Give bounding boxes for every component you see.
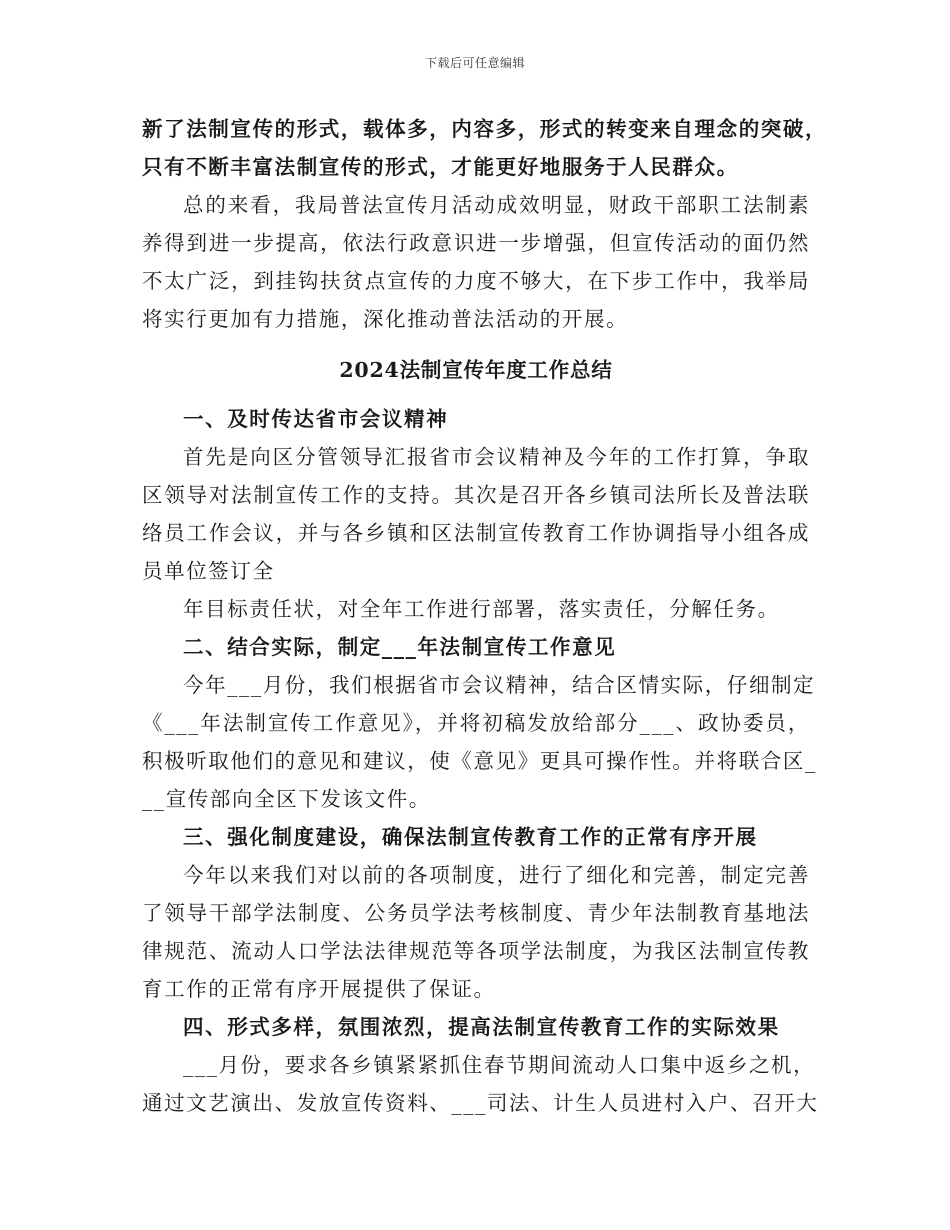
paragraph-line: __宣传部向全区下发该文件。 — [142, 787, 431, 811]
paragraph-line: 积极听取他们的意见和建议，使《意见》更具可操作性。并将联合区_ — [142, 749, 817, 773]
paragraph-line: 今年___月份，我们根据省市会议精神，结合区情实际，仔细制定 — [183, 673, 816, 697]
paragraph-line: 员单位签订全 — [142, 559, 275, 583]
paragraph-line: 年目标责任状，对全年工作进行部署，落实责任，分解任务。 — [183, 597, 780, 621]
paragraph-line: 《___年法制宣传工作意见》，并将初稿发放给部分___、政协委员， — [142, 711, 810, 735]
summary-line: 总的来看，我局普法宣传月活动成效明显，财政干部职工法制素 — [183, 193, 810, 217]
intro-line: 只有不断丰富法制宣传的形式，才能更好地服务于人民群众。 — [142, 155, 739, 179]
intro-line: 新了法制宣传的形式，载体多，内容多，形式的转变来自理念的突破， — [142, 117, 828, 141]
section-heading: 四、形式多样，氛围浓烈，提高法制宣传教育工作的实际效果 — [183, 1015, 780, 1039]
summary-line: 将实行更加有力措施，深化推动普法活动的开展。 — [142, 307, 629, 331]
paragraph-line: 区领导对法制宣传工作的支持。其次是召开各乡镇司法所长及普法联 — [142, 483, 810, 507]
paragraph-line: 首先是向区分管领导汇报省市会议精神及今年的工作打算，争取 — [183, 445, 810, 469]
document-title: 2024法制宣传年度工作总结 — [339, 358, 613, 382]
summary-line: 养得到进一步提高，依法行政意识进一步增强，但宣传活动的面仍然 — [142, 231, 810, 255]
paragraph-line: 通过文艺演出、发放宣传资料、___司法、计生人员进村入户、召开大 — [142, 1091, 819, 1115]
paragraph-line: 今年以来我们对以前的各项制度，进行了细化和完善，制定完善 — [183, 863, 810, 887]
section-heading: 三、强化制度建设，确保法制宣传教育工作的正常有序开展 — [183, 825, 758, 849]
paragraph-line: ___月份，要求各乡镇紧紧抓住春节期间流动人口集中返乡之机， — [183, 1053, 816, 1077]
paragraph-line: 了领导干部学法制度、公务员学法考核制度、青少年法制教育基地法 — [142, 901, 810, 925]
summary-line: 不太广泛，到挂钩扶贫点宣传的力度不够大，在下步工作中，我举局 — [142, 269, 810, 293]
paragraph-line: 络员工作会议，并与各乡镇和区法制宣传教育工作协调指导小组各成 — [142, 521, 810, 545]
document-body — [142, 110, 828, 1122]
paragraph-line: 育工作的正常有序开展提供了保证。 — [142, 977, 496, 1001]
section-heading: 二、结合实际，制定___年法制宣传工作意见 — [183, 635, 617, 659]
section-heading: 一、及时传达省市会议精神 — [183, 407, 449, 431]
paragraph-line: 律规范、流动人口学法法律规范等各项学法制度，为我区法制宣传教 — [142, 939, 810, 963]
page-header: 下载后可任意编辑 — [424, 56, 525, 70]
